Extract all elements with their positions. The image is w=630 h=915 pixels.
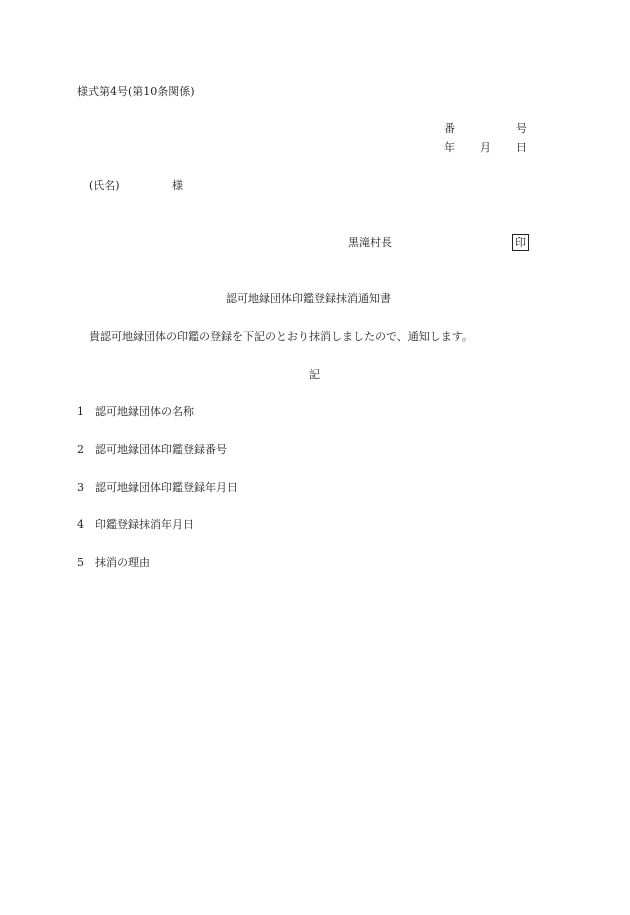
seal-mark: 印 — [512, 234, 529, 251]
list-item — [77, 443, 227, 457]
list-item-text: 認可地縁団体印鑑登録年月日 — [95, 481, 238, 494]
list-item-text: 印鑑登録抹消年月日 — [95, 518, 194, 531]
list-item-number: 4 — [77, 518, 84, 531]
ki-heading: 記 — [309, 368, 320, 381]
document-number-suffix: 号 — [516, 122, 527, 135]
list-item-number: 2 — [77, 443, 84, 456]
list-item-number: 1 — [77, 405, 84, 418]
date-year-label: 年 — [444, 141, 455, 154]
list-item-number: 3 — [77, 481, 84, 494]
list-item — [77, 518, 194, 532]
list-item-text: 認可地縁団体の名称 — [95, 405, 194, 418]
document-number-label: 番 — [444, 122, 455, 135]
body-text: 貴認可地縁団体の印鑑の登録を下記のとおり抹消しましたので、通知します。 — [89, 330, 473, 343]
document-title: 認可地縁団体印鑑登録抹消通知書 — [226, 292, 391, 305]
list-item — [77, 481, 238, 495]
recipient-name-label: (氏名) — [89, 179, 120, 192]
form-number-label: 様式第4号(第10条関係) — [77, 85, 195, 98]
date-day-label: 日 — [516, 141, 527, 154]
list-item — [77, 405, 194, 419]
date-month-label: 月 — [480, 141, 491, 154]
list-item-text: 認可地縁団体印鑑登録番号 — [95, 443, 227, 456]
list-item — [77, 556, 150, 570]
list-item-text: 抹消の理由 — [95, 556, 150, 569]
recipient-honorific: 様 — [172, 179, 183, 192]
sender-title: 黒滝村長 — [348, 236, 392, 249]
list-item-number: 5 — [77, 556, 84, 569]
